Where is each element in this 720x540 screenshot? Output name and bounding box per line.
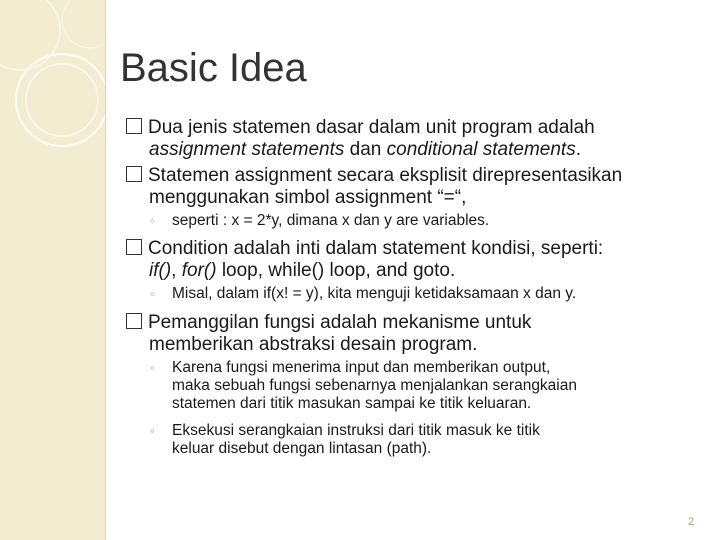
sub-bullet-4-2-line-1: Eksekusi serangkaian instruksi dari titik masuk ke titik [172, 422, 540, 439]
checkbox-bullet-icon [126, 239, 142, 255]
bullet-3-line-1: Condition adalah inti dalam statement kondisi, seperti: [148, 238, 604, 259]
sub-bullet-3-1-text: Misal, dalam if(x! = y), kita menguji ketidaksamaan x dan y. [172, 285, 577, 302]
bullet-4 [126, 312, 531, 356]
bullet-3 [126, 238, 603, 282]
ring-bullet-icon: ◦ [150, 286, 155, 301]
ring-bullet-icon: ◦ [150, 213, 155, 228]
sub-bullet-4-1 [150, 359, 577, 413]
bullet-1-term-assignment: assignment statements [149, 139, 345, 160]
sidebar-divider [105, 0, 106, 540]
bullet-3-term-if: if() [149, 260, 172, 281]
bullet-1-period: . [575, 139, 581, 160]
bullet-1-connector: dan [344, 139, 387, 160]
sub-bullet-4-2-line-2: keluar disebut dengan lintasan (path). [172, 440, 432, 457]
bullet-2-line-2: menggunakan simbol assignment “=“, [149, 187, 467, 208]
bullet-2 [126, 165, 622, 209]
bullet-3-line-2 [126, 260, 603, 282]
sub-bullet-2-1-text: seperti : x = 2*y, dimana x dan y are variables. [172, 212, 490, 229]
bullet-1-term-conditional: conditional statements [386, 139, 576, 160]
bullet-2-line-1: Statemen assignment secara eksplisit direpresentasikan [148, 165, 623, 186]
checkbox-bullet-icon [126, 118, 142, 134]
checkbox-bullet-icon [126, 166, 142, 182]
bullet-3-term-for: for() [181, 260, 217, 281]
bullet-1-line-1: Dua jenis statemen dasar dalam unit program adalah [148, 117, 595, 138]
sub-bullet-4-1-line-3: statemen dari titik masukan sampai ke titik keluaran. [172, 395, 532, 412]
sub-bullet-4-1-line-1: Karena fungsi menerima input dan memberikan output, [172, 359, 551, 376]
bullet-3-rest: loop, while() loop, and goto. [216, 260, 456, 281]
page-number: 2 [688, 516, 695, 528]
sub-bullet-4-2 [150, 422, 540, 458]
bullet-4-line-1: Pemanggilan fungsi adalah mekanisme untuk [148, 312, 532, 333]
bullet-1 [126, 117, 595, 161]
bullet-1-line-2 [126, 139, 595, 161]
ring-bullet-icon: ◦ [150, 360, 155, 375]
bullet-3-comma: , [171, 260, 182, 281]
sub-bullet-3-1 [150, 285, 576, 303]
decorative-circles [0, 0, 105, 200]
sub-bullet-4-1-line-2: maka sebuah fungsi sebenarnya menjalankan serangkaian [172, 377, 577, 394]
bullet-4-line-2: memberikan abstraksi desain program. [149, 334, 478, 355]
sub-bullet-2-1 [150, 212, 489, 230]
ring-bullet-icon: ◦ [150, 423, 155, 438]
slide-title: Basic Idea [120, 46, 307, 90]
checkbox-bullet-icon [126, 313, 142, 329]
